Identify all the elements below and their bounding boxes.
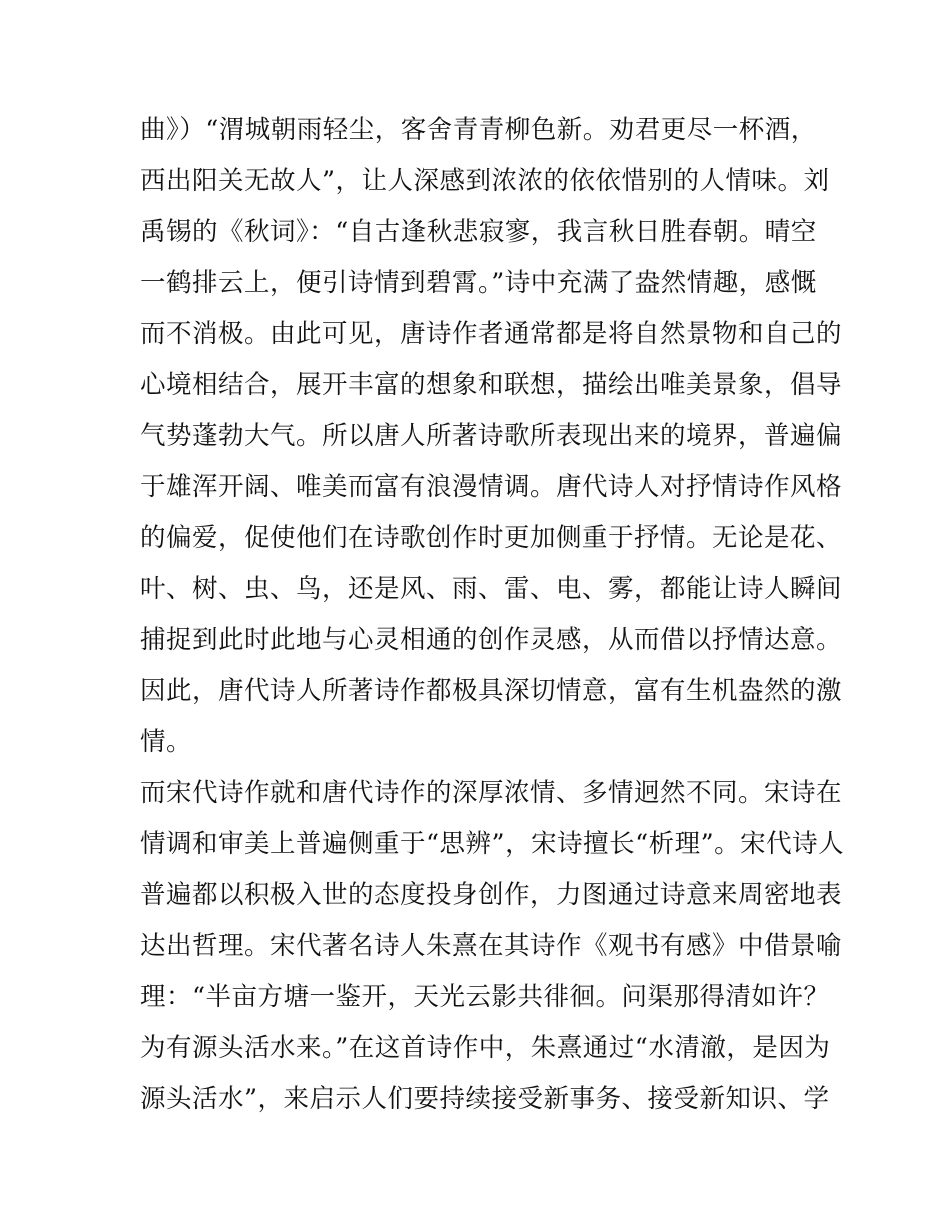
text-line: 而不消极。由此可见，唐诗作者通常都是将自然景物和自己的 (140, 319, 843, 349)
text-line: 的偏爱，促使他们在诗歌创作时更加侧重于抒情。无论是花、 (140, 523, 843, 553)
text-line: 而宋代诗作就和唐代诗作的深厚浓情、多情迥然不同。宋诗在 (140, 778, 843, 808)
text-line: 禹锡的《秋词》：“自古逢秋悲寂寥，我言秋日胜春朝。晴空 (140, 217, 817, 247)
text-line: 源头活水”，来启示人们要持续接受新事务、接受新知识、学 (140, 1084, 830, 1114)
text-line: 心境相结合，展开丰富的想象和联想，描绘出唯美景象，倡导 (140, 370, 843, 400)
text-line: 达出哲理。宋代著名诗人朱熹在其诗作《观书有感》中借景喻 (140, 931, 843, 961)
text-line: 气势蓬勃大气。所以唐人所著诗歌所表现出来的境界，普遍偏 (140, 421, 843, 451)
text-line: 于雄浑开阔、唯美而富有浪漫情调。唐代诗人对抒情诗作风格 (140, 472, 843, 502)
text-line: 叶、树、虫、鸟，还是风、雨、雷、电、雾，都能让诗人瞬间 (140, 574, 843, 604)
text-line: 情。 (140, 727, 193, 757)
text-line: 一鹤排云上，便引诗情到碧霄。”诗中充满了盎然情趣，感慨 (140, 268, 817, 298)
text-line: 普遍都以积极入世的态度投身创作，力图通过诗意来周密地表 (140, 880, 843, 910)
text-line: 西出阳关无故人”，让人深感到浓浓的依依惜别的人情味。刘 (140, 166, 830, 196)
text-line: 为有源头活水来。”在这首诗作中，朱熹通过“水清澈，是因为 (140, 1033, 831, 1063)
text-line: 理：“半亩方塘一鉴开，天光云影共徘徊。问渠那得清如许？ (140, 982, 830, 1012)
text-line: 情调和审美上普遍侧重于“思辨”，宋诗擅长“析理”。宋代诗人 (140, 829, 845, 859)
text-line: 因此，唐代诗人所著诗作都极具深切情意，富有生机盎然的激 (140, 676, 843, 706)
text-line: 曲》）“渭城朝雨轻尘，客舍青青柳色新。劝君更尽一杯酒， (140, 115, 817, 145)
text-line: 捕捉到此时此地与心灵相通的创作灵感，从而借以抒情达意。 (140, 625, 843, 655)
